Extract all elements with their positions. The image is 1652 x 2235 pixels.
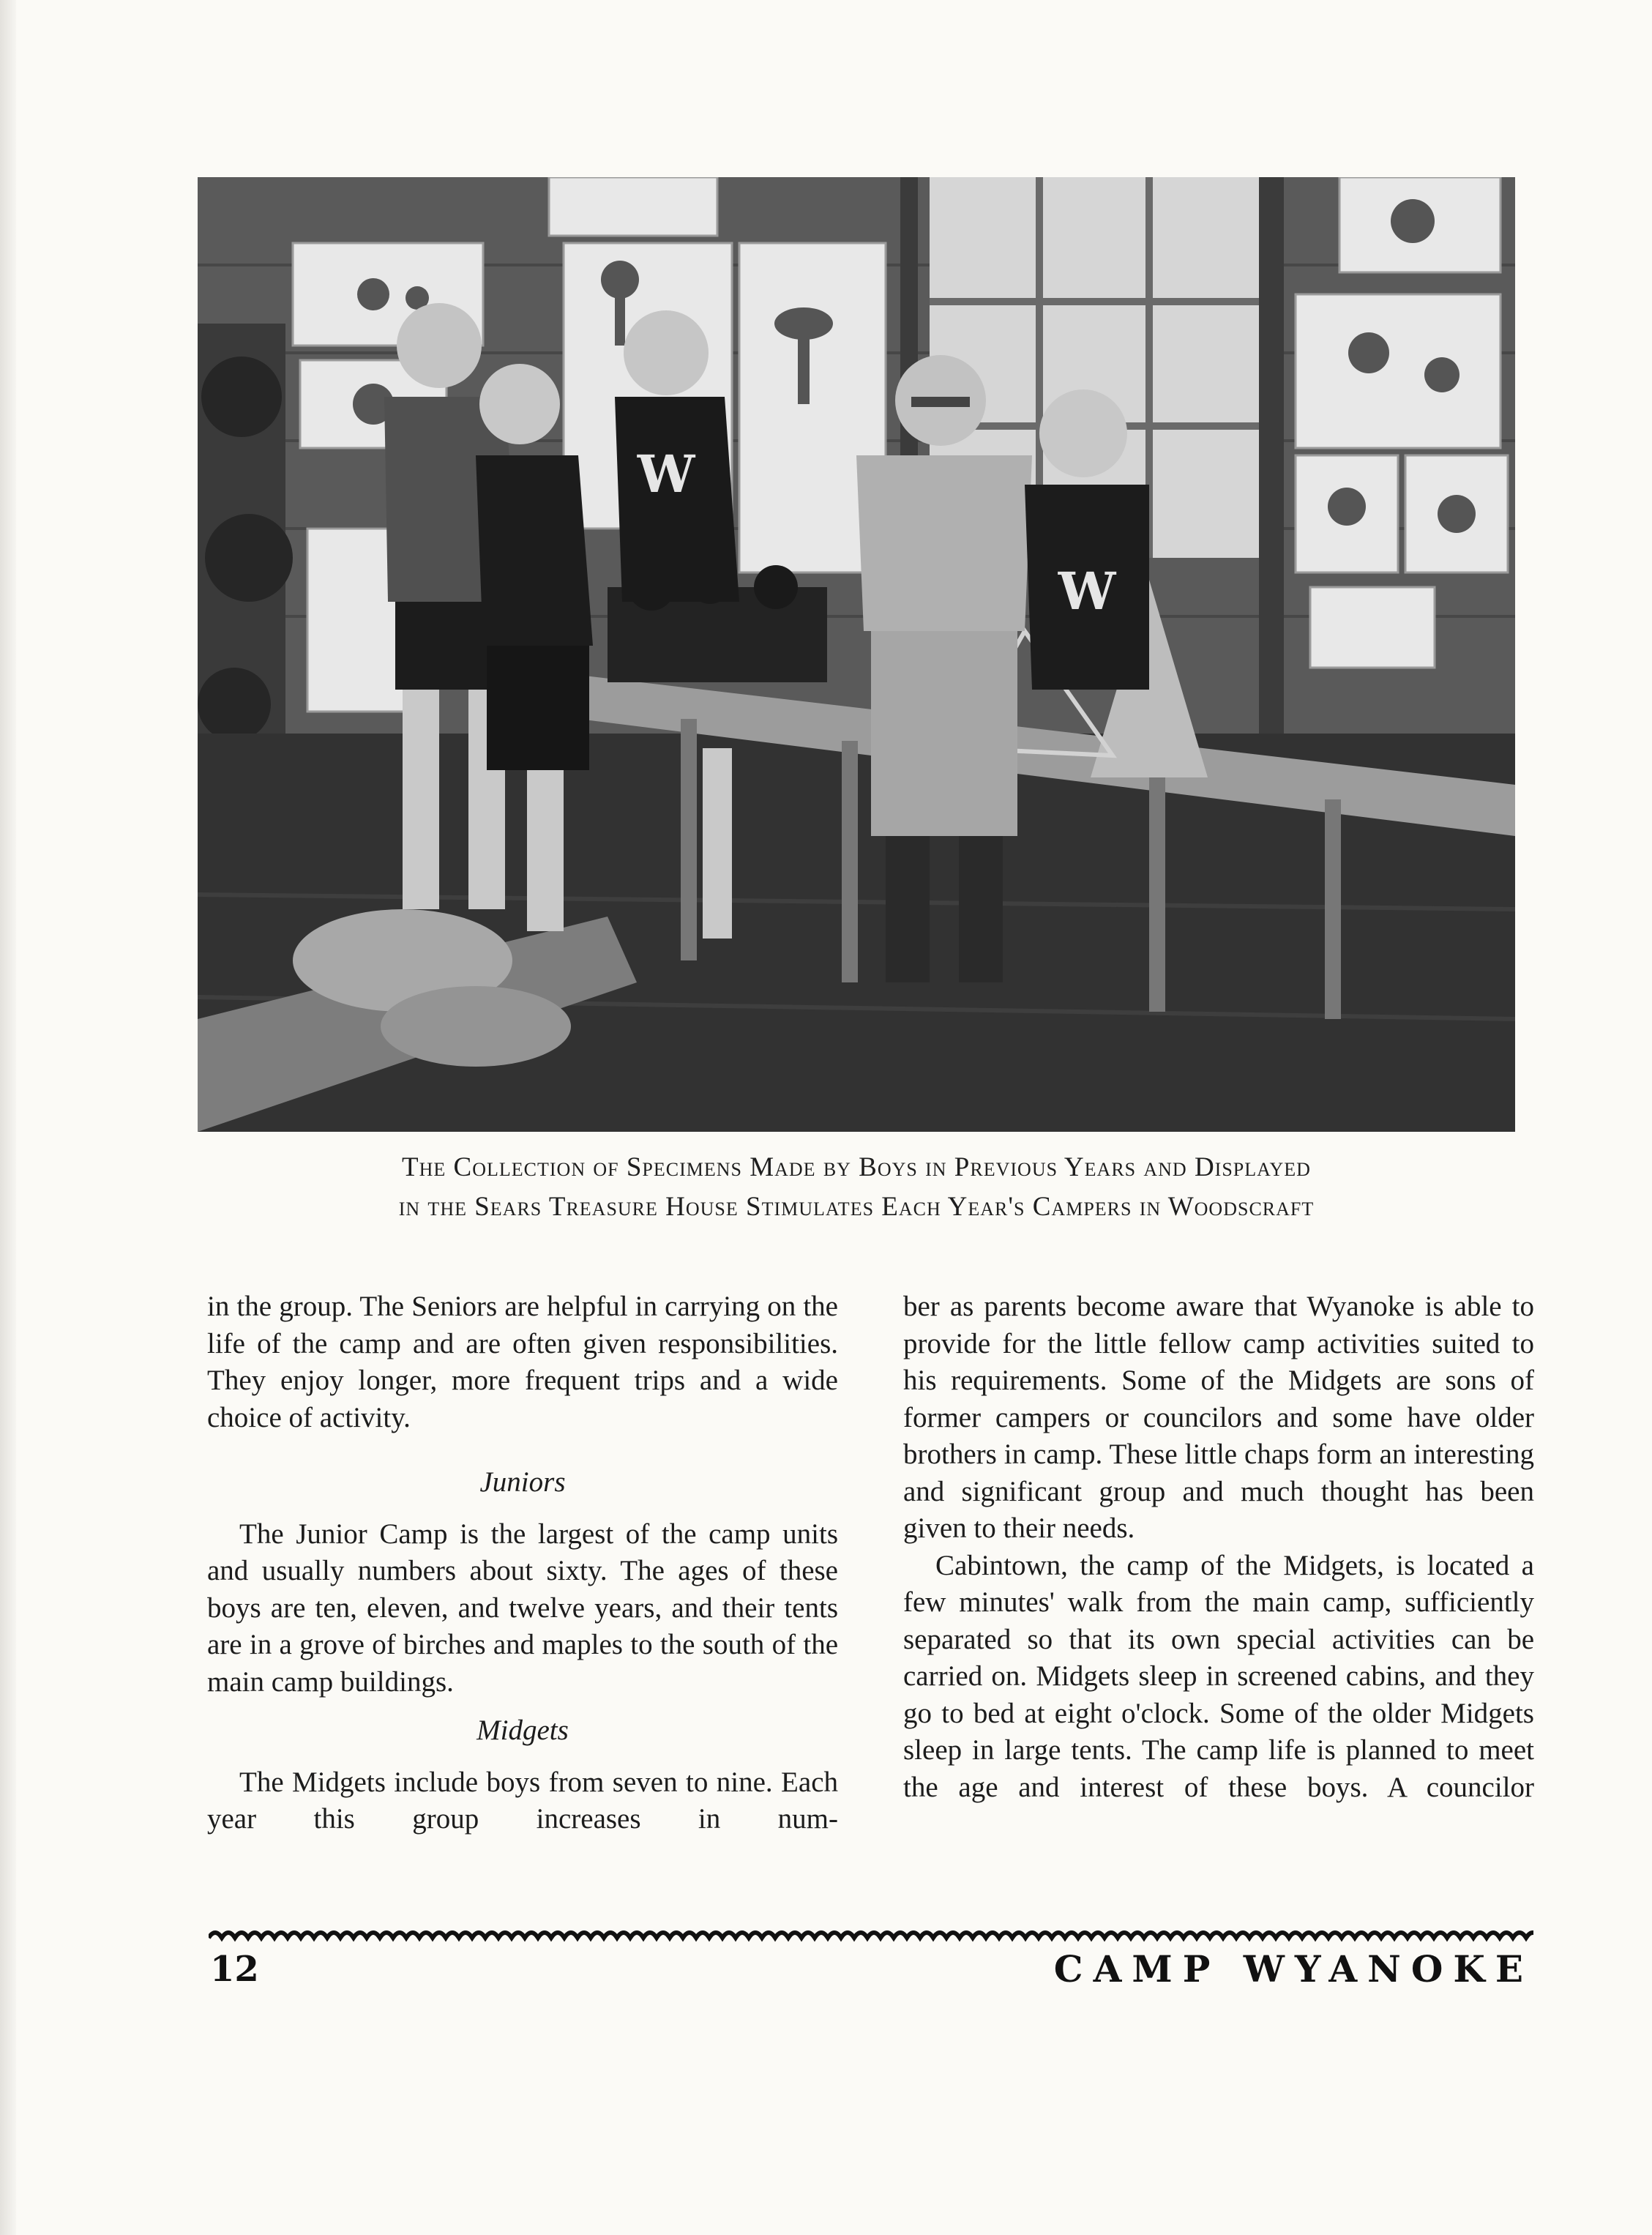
page-edge xyxy=(0,0,16,2235)
wavy-rule-graphic xyxy=(209,1926,1533,1942)
page-number: 12 xyxy=(210,1949,259,1990)
footer-wavy-rule xyxy=(209,1926,1533,1942)
running-title: CAMP WYANOKE xyxy=(1053,1947,1533,1990)
seniors-continuation-paragraph: in the group. The Seniors are helpful in carrying on the life of the camp and are often given responsibilities. They enjoy longer, more frequent trips and a wide choice of activity. xyxy=(207,1291,838,1433)
juniors-heading: Juniors xyxy=(479,1466,566,1498)
midgets-continuation-paragraph: ber as parents become aware that Wyanoke is able to provide for the little fellow camp activities suited to his requirements. Some of the Midgets are sons of former campers or councilors and some have older brothers in camp. These little chaps form an interesting and significant group and much thought has been given to their needs. xyxy=(903,1291,1534,1544)
midgets-heading: Midgets xyxy=(476,1715,569,1746)
svg-text:W: W xyxy=(637,444,695,504)
photo-illustration xyxy=(198,177,1515,1132)
photograph-campers-specimen-display xyxy=(198,177,1515,1132)
svg-text:W: W xyxy=(1058,561,1116,622)
midgets-paragraph: The Midgets include boys from seven to nine. Each year this group increases in num- xyxy=(207,1766,838,1835)
wavy-rule-line xyxy=(209,1933,1533,1938)
juniors-paragraph: The Junior Camp is the largest of the camp units and usually numbers about sixty. The ages of these boys are ten, eleven, and twelve years, and their tents are in a grove of birches and maples to the south of the main camp buildings. xyxy=(207,1518,838,1698)
right-column xyxy=(903,1288,1534,1806)
left-column xyxy=(207,1288,838,1838)
cabintown-paragraph: Cabintown, the camp of the Midgets, is located a few minutes' walk from the main camp, sufficiently separated so that its own special activities can be carried on. Midgets sleep in screened cabins, and they go to bed at eight o'clock. Some of the older Midgets sleep in large tents. The camp life is planned to meet the age and interest of these boys. A councilor xyxy=(903,1549,1534,1803)
caption-line-1: The Collection of Specimens Made by Boys in Previous Years and Displayed xyxy=(402,1152,1311,1182)
photo-caption xyxy=(198,1148,1515,1227)
caption-line-2: in the Sears Treasure House Stimulates Each Year's Campers in Woodscraft xyxy=(398,1192,1315,1222)
